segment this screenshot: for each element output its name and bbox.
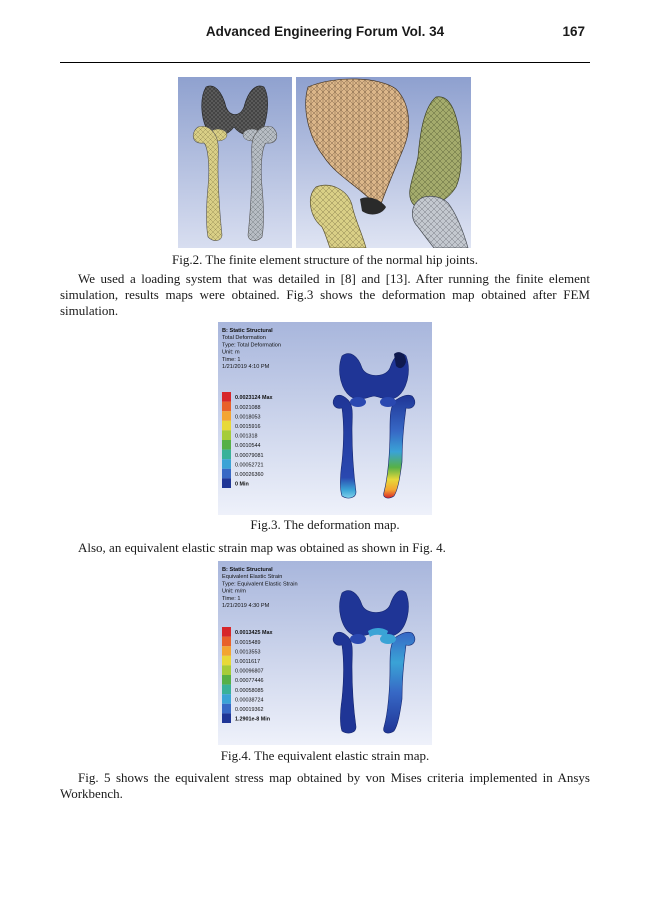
fig4-info-line: Time: 1 bbox=[222, 595, 241, 602]
fig4-legend-swatch bbox=[222, 656, 231, 666]
fig3-legend-swatch bbox=[222, 392, 231, 402]
fig4-legend-swatch bbox=[222, 713, 231, 723]
fig4-info-line: 1/21/2019 4:30 PM bbox=[222, 603, 270, 609]
fig2-left-image bbox=[178, 77, 292, 248]
fig4-info-line: Unit: m/m bbox=[222, 588, 246, 595]
fig3-caption: Fig.3. The deformation map. bbox=[250, 517, 400, 532]
paragraph-1: We used a loading system that was detailed in [8] and [13]. After running the finite element simulation, results maps were obtained. Fig.3 shows the deformation map obtained after FEM simulation. bbox=[60, 271, 590, 318]
fig4-legend-label: 0.0011617 bbox=[235, 659, 261, 665]
fig3-legend-label: 0.0023124 Max bbox=[235, 395, 273, 402]
fig3-info-line: Type: Total Deformation bbox=[222, 342, 281, 349]
fig3-deformation-map bbox=[218, 322, 432, 515]
fig4-legend-label: 0.0013425 Max bbox=[235, 630, 273, 637]
fig3-legend-swatch bbox=[222, 430, 231, 440]
fig3-legend-swatch bbox=[222, 459, 231, 469]
fig4-caption: Fig.4. The equivalent elastic strain map. bbox=[220, 748, 430, 763]
fig4-legend-label: 0.0013553 bbox=[235, 649, 261, 656]
fig4-legend-swatch bbox=[222, 704, 231, 714]
page-number: 167 bbox=[562, 24, 585, 39]
fig4-legend-swatch bbox=[222, 694, 231, 704]
paragraph-3: Fig. 5 shows the equivalent stress map obtained by von Mises criteria implemented in Ansys Workbench. bbox=[60, 770, 590, 801]
fig4-legend-label: 0.00019362 bbox=[235, 707, 264, 713]
journal-title: Advanced Engineering Forum Vol. 34 bbox=[205, 24, 445, 39]
fig4-legend-label: 1.2901e-8 Min bbox=[235, 716, 271, 723]
fig2-right-image bbox=[296, 77, 471, 248]
fig3-legend-label: 0.0010544 bbox=[235, 443, 261, 450]
fig3-legend-swatch bbox=[222, 450, 231, 460]
fig4-legend-label: 0.00077446 bbox=[235, 678, 264, 685]
header-rule bbox=[60, 62, 590, 63]
fig4-info-line: Equivalent Elastic Strain bbox=[222, 574, 283, 581]
fig3-legend-swatch bbox=[222, 469, 231, 479]
fig3-legend-swatch bbox=[222, 421, 231, 431]
fig4-legend-swatch bbox=[222, 637, 231, 647]
fig4-legend-swatch bbox=[222, 627, 231, 637]
fig3-legend-label: 0.00079081 bbox=[235, 452, 264, 459]
fig3-legend-label: 0.0015916 bbox=[235, 424, 261, 430]
fig3-legend-label: 0 Min bbox=[235, 481, 249, 488]
fig3-info-line: Total Deformation bbox=[222, 335, 266, 342]
fig4-legend-swatch bbox=[222, 646, 231, 656]
fig3-legend-label: 0.0021088 bbox=[235, 404, 261, 411]
fig4-legend-label: 0.0015489 bbox=[235, 639, 261, 646]
fig3-legend-label: 0.0018053 bbox=[235, 414, 261, 421]
fig4-info-line: B: Static Structural bbox=[222, 567, 273, 573]
running-header bbox=[60, 24, 590, 42]
fig4-legend-swatch bbox=[222, 665, 231, 675]
fig4-legend-label: 0.00096807 bbox=[235, 668, 264, 675]
fig3-legend-swatch bbox=[222, 478, 231, 488]
fig3-info-line: B: Static Structural bbox=[222, 328, 273, 334]
fig4-legend-label: 0.00058085 bbox=[235, 687, 264, 694]
fig4-strain-map bbox=[218, 561, 432, 745]
fig3-legend-label: 0.001318 bbox=[235, 433, 258, 440]
fig3-info-line: Unit: m bbox=[222, 349, 240, 356]
fig3-info-line: Time: 1 bbox=[222, 356, 241, 363]
fig3-legend-swatch bbox=[222, 402, 231, 412]
fig2-caption: Fig.2. The finite element structure of the normal hip joints. bbox=[172, 252, 478, 267]
fig4-info-line: Type: Equivalent Elastic Strain bbox=[222, 581, 298, 588]
fig4-legend-swatch bbox=[222, 685, 231, 695]
fig4-legend-label: 0.00038724 bbox=[235, 697, 264, 704]
fig3-legend-label: 0.00052721 bbox=[235, 462, 264, 469]
paragraph-2: Also, an equivalent elastic strain map was obtained as shown in Fig. 4. bbox=[78, 540, 446, 555]
fig3-info-line: 1/21/2019 4:10 PM bbox=[222, 364, 270, 370]
fig3-legend-swatch bbox=[222, 440, 231, 450]
fig3-legend-swatch bbox=[222, 411, 231, 421]
fig3-legend-label: 0.00026360 bbox=[235, 472, 264, 478]
fig4-legend-swatch bbox=[222, 675, 231, 685]
